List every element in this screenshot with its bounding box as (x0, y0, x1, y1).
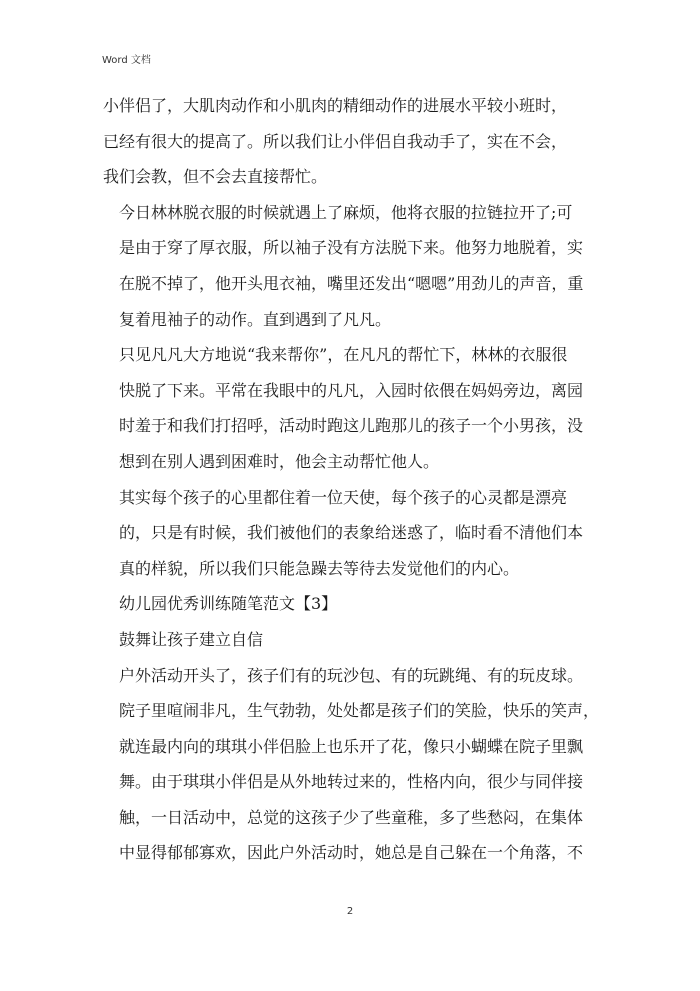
page-number: 2 (346, 906, 354, 917)
paragraph (103, 480, 599, 587)
text-line: 快脱了下来。平常在我眼中的凡凡，入园时依偎在妈妈旁边，离园 (119, 380, 584, 400)
paragraph (103, 337, 599, 479)
text-line: 复着甩袖子的动作。直到遇到了凡凡。 (119, 309, 392, 329)
text-line: 其实每个孩子的心里都住着一位天使，每个孩子的心灵都是漂亮 (119, 487, 568, 507)
text-line: 触，一日活动中，总觉的这孩子少了些童稚，多了些愁闷，在集体 (119, 807, 584, 827)
document-body (103, 88, 599, 871)
text-line: 中显得郁郁寡欢，因此户外活动时，她总是自己躲在一个角落，不 (119, 843, 584, 863)
paragraph (103, 586, 599, 622)
paragraph (103, 88, 599, 195)
text-line: 真的样貌，所以我们只能急躁去等待去发觉他们的内心。 (119, 558, 520, 578)
paragraph (103, 622, 599, 658)
page-header: Word 文档 (102, 55, 151, 66)
paragraph (103, 658, 599, 872)
text-line: 就连最内向的琪琪小伴侣脸上也乐开了花，像只小蝴蝶在院子里飘 (119, 736, 584, 756)
text-line: 今日林林脱衣服的时候就遇上了麻烦，他将衣服的拉链拉开了;可 (119, 202, 573, 222)
text-line: 在脱不掉了，他开头甩衣袖，嘴里还发出“嗯嗯”用劲儿的声音，重 (119, 273, 584, 293)
text-line: 的，只是有时候，我们被他们的表象给迷惑了，临时看不清他们本 (119, 523, 584, 543)
text-line: 幼儿园优秀训练随笔范文【3】 (119, 594, 338, 614)
text-line: 舞。由于琪琪小伴侣是从外地转过来的，性格内向，很少与同伴接 (119, 772, 584, 792)
paragraph (103, 195, 599, 337)
text-line: 想到在别人遇到困难时，他会主动帮忙他人。 (119, 451, 440, 471)
text-line: 户外活动开头了，孩子们有的玩沙包、有的玩跳绳、有的玩皮球。 (119, 665, 584, 685)
text-line: 小伴侣了，大肌肉动作和小肌肉的精细动作的进展水平较小班时， (103, 96, 568, 115)
text-line: 院子里喧闹非凡，生气勃勃，处处都是孩子们的笑脸，快乐的笑声， (119, 701, 600, 721)
text-line: 已经有很大的提高了。所以我们让小伴侣自我动手了，实在不会， (103, 131, 568, 151)
text-line: 我们会教，但不会去直接帮忙。 (103, 167, 328, 187)
text-line: 是由于穿了厚衣服，所以袖子没有方法脱下来。他努力地脱着，实 (119, 238, 584, 258)
text-line: 鼓舞让孩子建立自信 (119, 629, 264, 649)
text-line: 时羞于和我们打招呼，活动时跑这儿跑那儿的孩子一个小男孩，没 (119, 416, 584, 436)
text-line: 只见凡凡大方地说“我来帮你”，在凡凡的帮忙下，林林的衣服很 (119, 345, 568, 365)
